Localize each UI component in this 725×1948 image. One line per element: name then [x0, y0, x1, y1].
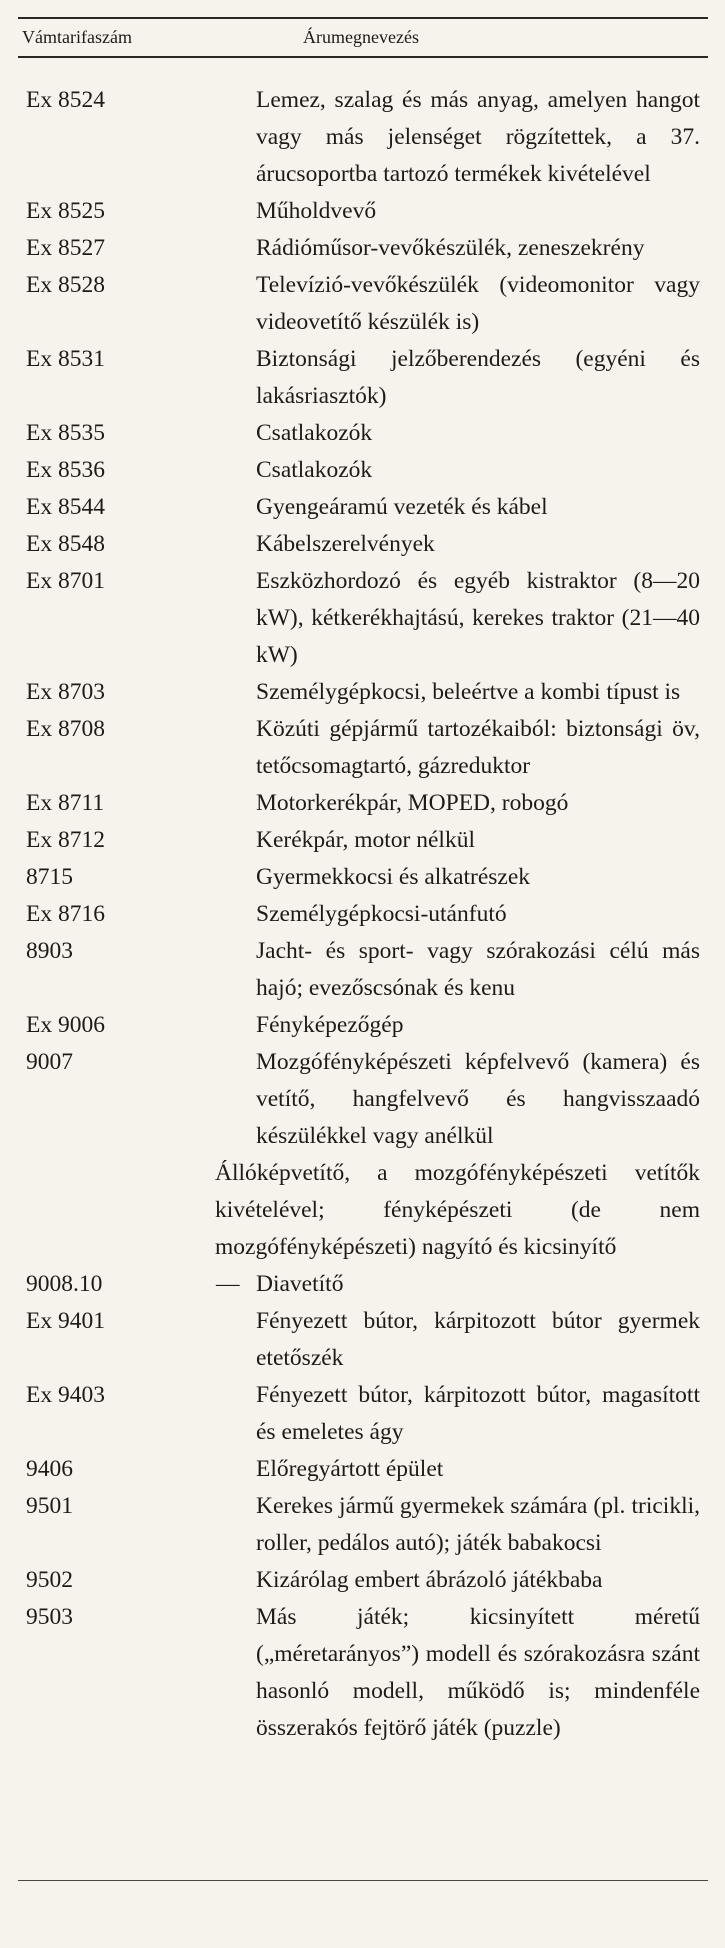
table-row — [0, 674, 725, 711]
table-row — [0, 1562, 725, 1599]
tariff-description: Eszközhordozó és egyéb kistraktor (8—20 kW), kétkerékhajtású, kerekes traktor (21—40 kW) — [256, 568, 700, 668]
tariff-code: Ex 8711 — [26, 790, 105, 816]
tariff-code: Ex 8531 — [26, 346, 105, 372]
tariff-description: Kábelszerelvények — [256, 531, 435, 557]
table-row — [0, 1599, 725, 1747]
tariff-description: Személygépkocsi-utánfutó — [256, 901, 507, 927]
subheading-dash: — — [216, 1271, 240, 1297]
tariff-code: Ex 8544 — [26, 494, 105, 520]
tariff-code: Ex 8524 — [26, 87, 105, 113]
table-row — [0, 82, 725, 193]
tariff-description: Fényképezőgép — [256, 1012, 404, 1038]
section-heading-row — [0, 1155, 725, 1266]
tariff-code: Ex 8528 — [26, 272, 105, 298]
tariff-code: Ex 8712 — [26, 827, 105, 853]
tariff-description: Fényezett bútor, kárpitozott bútor, magasított és emeletes ágy — [256, 1382, 700, 1445]
table-row — [0, 341, 725, 415]
table-row — [0, 193, 725, 230]
tariff-code: 8903 — [26, 938, 73, 964]
tariff-description: Biztonsági jelzőberendezés (egyéni és lakásriasztók) — [256, 346, 700, 409]
bottom-rule — [18, 1880, 708, 1881]
table-row — [0, 1488, 725, 1562]
tariff-code: Ex 8536 — [26, 457, 105, 483]
tariff-code: Ex 8708 — [26, 716, 105, 742]
tariff-description: Mozgófényképészeti képfelvevő (kamera) és vetítő, hangfelvevő és hangvisszaadó készülékkel vagy anélkül — [256, 1049, 700, 1149]
tariff-code: Ex 9401 — [26, 1308, 105, 1334]
tariff-code: Ex 8703 — [26, 679, 105, 705]
tariff-code: Ex 8716 — [26, 901, 105, 927]
table-row — [0, 230, 725, 267]
tariff-description: Rádióműsor-vevőkészülék, zeneszekrény — [256, 235, 645, 261]
table-row — [0, 1007, 725, 1044]
tariff-code: Ex 8527 — [26, 235, 105, 261]
tariff-description: Kerekes jármű gyermekek számára (pl. tricikli, roller, pedálos autó); játék babakocsi — [256, 1493, 700, 1556]
table-row — [0, 267, 725, 341]
table-row — [0, 1377, 725, 1451]
tariff-description: Lemez, szalag és más anyag, amelyen hangot vagy más jelenséget rögzítettek, a 37. árucsoportba tartozó termékek kivételével — [256, 87, 700, 187]
tariff-description: Személygépkocsi, beleértve a kombi típust is — [256, 679, 681, 705]
table-row — [0, 859, 725, 896]
tariff-code: 9008.10 — [26, 1271, 103, 1297]
header-top-rule — [18, 17, 708, 19]
section-heading-9008: Állóképvetítő, a mozgófényképészeti vetítők kivételével; fényképészeti (de nem mozgófényképészeti) nagyító és kicsinyítő — [215, 1160, 700, 1260]
tariff-description: Diavetítő — [256, 1271, 344, 1297]
tariff-description: Gyermekkocsi és alkatrészek — [256, 864, 531, 890]
tariff-description: Csatlakozók — [256, 457, 373, 483]
tariff-code: 9406 — [26, 1456, 73, 1482]
column-header-name: Árumegnevezés — [303, 27, 419, 47]
tariff-description: Motorkerékpár, MOPED, robogó — [256, 790, 569, 816]
table-row — [0, 711, 725, 785]
tariff-description: Kizárólag embert ábrázoló játékbaba — [256, 1567, 603, 1593]
tariff-code: 9503 — [26, 1604, 73, 1630]
tariff-description: Csatlakozók — [256, 420, 373, 446]
tariff-description: Fényezett bútor, kárpitozott bútor gyermek etetőszék — [256, 1308, 700, 1371]
table-row — [0, 1266, 725, 1303]
tariff-code: Ex 8701 — [26, 568, 105, 594]
tariff-code: 9501 — [26, 1493, 73, 1519]
tariff-code: 9502 — [26, 1567, 73, 1593]
table-row — [0, 489, 725, 526]
tariff-description: Közúti gépjármű tartozékaiból: biztonsági öv, tetőcsomagtartó, gázreduktor — [256, 716, 700, 779]
column-header-code: Vámtarifaszám — [22, 27, 132, 47]
tariff-code: Ex 9403 — [26, 1382, 105, 1408]
table-row — [0, 526, 725, 563]
tariff-code: 9007 — [26, 1049, 73, 1075]
table-row — [0, 452, 725, 489]
table-row — [0, 563, 725, 674]
tariff-description: Más játék; kicsinyített méretű („méretarányos”) modell és szórakozásra szánt hasonló modell, működő is; mindenféle összerakós fejtörő játék (puzzle) — [256, 1604, 700, 1741]
tariff-description: Jacht- és sport- vagy szórakozási célú más hajó; evezőscsónak és kenu — [256, 938, 700, 1001]
header-bottom-rule — [18, 56, 708, 58]
tariff-table — [0, 82, 725, 1747]
tariff-description: Gyengeáramú vezeték és kábel — [256, 494, 548, 520]
tariff-description: Előregyártott épület — [256, 1456, 444, 1482]
tariff-description: Televízió-vevőkészülék (videomonitor vagy videovetítő készülék is) — [256, 272, 700, 335]
tariff-code: Ex 8535 — [26, 420, 105, 446]
table-row — [0, 415, 725, 452]
table-row — [0, 822, 725, 859]
table-row — [0, 933, 725, 1007]
table-row — [0, 1451, 725, 1488]
tariff-code: Ex 9006 — [26, 1012, 105, 1038]
table-row — [0, 785, 725, 822]
table-row — [0, 1303, 725, 1377]
tariff-description: Kerékpár, motor nélkül — [256, 827, 475, 853]
tariff-code: 8715 — [26, 864, 73, 890]
tariff-description: Műholdvevő — [256, 198, 377, 224]
table-row — [0, 896, 725, 933]
tariff-code: Ex 8548 — [26, 531, 105, 557]
table-row — [0, 1044, 725, 1155]
tariff-code: Ex 8525 — [26, 198, 105, 224]
